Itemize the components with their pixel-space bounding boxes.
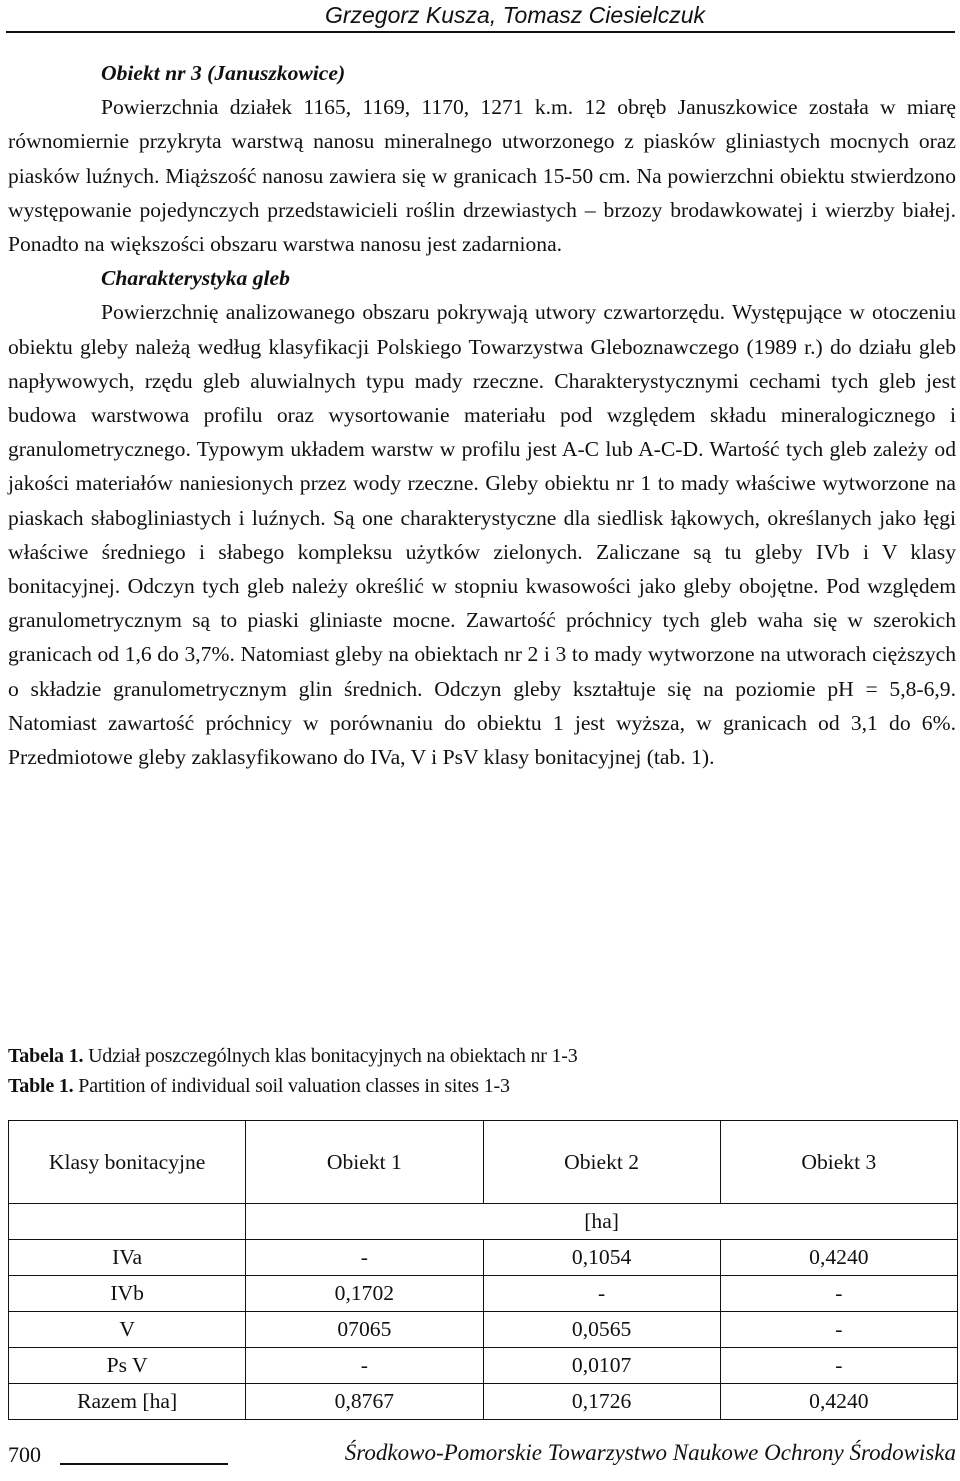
header-rule [6, 31, 955, 33]
table-cell: - [246, 1348, 483, 1384]
table-cell: 0,4240 [720, 1384, 957, 1420]
page-footer [0, 1436, 960, 1476]
table-cell: 0,1054 [483, 1240, 720, 1276]
table-row [9, 1276, 958, 1312]
table-cell: 0,0565 [483, 1312, 720, 1348]
table-cell: - [483, 1276, 720, 1312]
article-body [8, 56, 956, 774]
page-header [0, 0, 955, 32]
table-header-cell: Obiekt 3 [720, 1121, 957, 1204]
caption-polish-label: Tabela 1. [8, 1045, 84, 1067]
table-row [9, 1240, 958, 1276]
table-cell: 07065 [246, 1312, 483, 1348]
table-cell: IVb [9, 1276, 246, 1312]
table-cell: V [9, 1312, 246, 1348]
table-cell: Ps V [9, 1348, 246, 1384]
caption-english-label: Table 1. [8, 1075, 74, 1097]
table-header-cell: Obiekt 1 [246, 1121, 483, 1204]
table-row [9, 1348, 958, 1384]
table-cell: 0,8767 [246, 1384, 483, 1420]
paragraph-soils: Powierzchnię analizowanego obszaru pokrywają utwory czwartorzędu. Występujące w otoczeniu obiektu gleby należą według klasyfikacji Polskiego Towarzystwa Gleboznawczego (1989 r.) do działu gleb napływowych, rzędu gleb aluwialnych typu mady rzeczne. Charakterystycznymi cechami tych gleb jest budowa warstwowa profilu oraz wysortowanie materiału pod względem składu mineralogicznego i granulometrycznego. Typowym układem warstw w profilu jest A-C lub A-C-D. Wartość tych gleb zależy od jakości materiałów naniesionych przez wody rzeczne. Gleby obiektu nr 1 to mady właściwe wytworzone na piaskach słabogliniastych i luźnych. Są one charakterystyczne dla siedlisk łąkowych, określanych jako łęgi właściwe średniego i słabego kompleksu użytków zielonych. Zaliczane są tu gleby IVb i V klasy bonitacyjnej. Odczyn tych gleb należy określić w stopniu kwasowości jako gleby obojętne. Pod względem granulometrycznym są to piaski gliniaste mocne. Zawartość próchnicy tych gleb waha się w szerokich granicach od 1,6 do 3,7%. Natomiast gleby na obiektach nr 2 i 3 to mady wytworzone na utworach cięższych o składzie granulometrycznym glin średnich. Odczyn gleby kształtuje się na poziomie pH = 5,8-6,9. Natomiast zawartość próchnicy w porównaniu do obiektu 1 jest wyższa, w granicach od 3,1 do 6%. Przedmiotowe gleby zaklasyfikowano do IVa, V i PsV klasy bonitacyjnej (tab. 1). [8, 300, 956, 770]
table-cell: - [720, 1348, 957, 1384]
section-heading-soils: Charakterystyka gleb [101, 266, 290, 291]
table-header-cell: Obiekt 2 [483, 1121, 720, 1204]
caption-polish-text: Udział poszczególnych klas bonitacyjnych na obiektach nr 1-3 [83, 1045, 578, 1067]
table-row-total [9, 1384, 958, 1420]
section-heading-object3: Obiekt nr 3 (Januszkowice) [101, 61, 346, 85]
table-cell: 0,0107 [483, 1348, 720, 1384]
page-number: 700 [8, 1442, 41, 1467]
table-row [9, 1312, 958, 1348]
valuation-table [8, 1120, 958, 1420]
table-caption [8, 1041, 956, 1101]
caption-english [8, 1071, 956, 1101]
header-authors: Grzegorz Kusza, Tomasz Ciesielczuk [324, 2, 705, 28]
table-cell [9, 1204, 246, 1240]
footer-rule [60, 1463, 228, 1465]
table-cell: Razem [ha] [9, 1384, 246, 1420]
table-cell: 0,1726 [483, 1384, 720, 1420]
table-header-row [9, 1121, 958, 1204]
paragraph-object3: Powierzchnia działek 1165, 1169, 1170, 1271 k.m. 12 obręb Januszkowice została w miarę równomiernie przykryta warstwą nanosu mineralnego utworzonego z piasków gliniastych mocnych oraz piasków luźnych. Miąższość nanosu zawiera się w granicach 15-50 cm. Na powierzchni obiektu stwierdzono występowanie pojedynczych przedstawicieli roślin drzewiastych – brzozy brodawkowatej i wierzby białej. Ponadto na większości obszaru warstwa nanosu jest zadarniona. [8, 95, 956, 257]
caption-english-text: Partition of individual soil valuation classes in sites 1-3 [73, 1075, 510, 1097]
caption-polish [8, 1041, 956, 1071]
journal-name: Środkowo-Pomorskie Towarzystwo Naukowe Ochrony Środowiska [344, 1440, 956, 1465]
table-unit-row [9, 1204, 958, 1240]
table-cell: - [720, 1312, 957, 1348]
table-unit-cell: [ha] [246, 1204, 958, 1240]
table-header-cell: Klasy bonitacyjne [9, 1121, 246, 1204]
table-cell: - [246, 1240, 483, 1276]
table-cell: IVa [9, 1240, 246, 1276]
table-cell: 0,1702 [246, 1276, 483, 1312]
table-cell: - [720, 1276, 957, 1312]
table-cell: 0,4240 [720, 1240, 957, 1276]
